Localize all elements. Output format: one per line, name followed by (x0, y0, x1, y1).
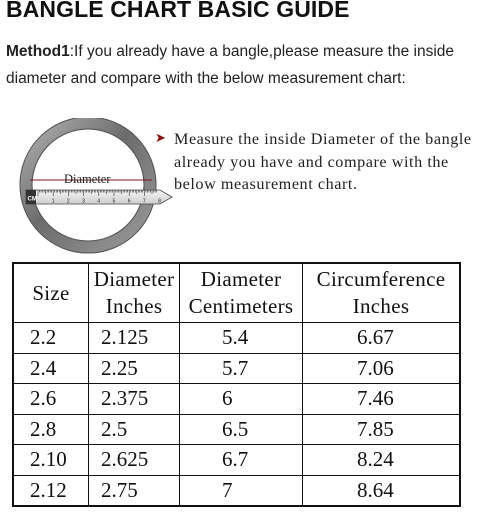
ruler-number: 7 (142, 198, 146, 205)
table-row: 2.10 2.625 6.7 8.24 (13, 445, 460, 476)
table-row: 2.12 2.75 7 8.64 (13, 475, 460, 506)
header-size: Size (13, 263, 89, 323)
ruler-number: 4 (97, 198, 101, 205)
ruler-number: 6 (127, 198, 131, 205)
ruler-number: 8 (158, 198, 161, 205)
table-header-row (13, 263, 460, 323)
method-paragraph (6, 38, 476, 92)
ruler (26, 190, 172, 205)
bangle-diagram (0, 118, 480, 260)
header-circumference-inches: Circumference Inches (303, 263, 461, 323)
ruler-unit: CM (27, 196, 37, 203)
method-label: Method1 (6, 43, 70, 60)
ruler-number: 2 (66, 198, 70, 205)
ruler-number: 3 (82, 198, 85, 205)
ruler-number: 1 (51, 198, 55, 205)
header-diameter-inches: Diameter Inches (89, 263, 180, 323)
bangle-ruler-illustration (0, 118, 180, 260)
table-row: 2.6 2.375 6 7.46 (13, 384, 460, 415)
ruler-diameter-label: Diameter (64, 172, 111, 186)
header-diameter-centimeters: Diameter Centimeters (180, 263, 303, 323)
table-row: 2.4 2.25 5.7 7.06 (13, 353, 460, 384)
instruction-text: Measure the inside Diameter of the bangle already you have and compare with the below measurement chart. (174, 130, 472, 193)
table-row: 2.8 2.5 6.5 7.85 (13, 414, 460, 445)
table-row: 2.2 2.125 5.4 6.67 (13, 323, 460, 354)
bangle-size-table (12, 262, 461, 507)
bullet-arrow-icon: ➤ (155, 131, 166, 146)
ruler-number: 5 (112, 198, 116, 205)
method-text: :If you already have a bangle,please measure the inside diameter and compare with the below measurement chart: (6, 43, 455, 87)
page-title: BANGLE CHART BASIC GUIDE (6, 0, 350, 22)
